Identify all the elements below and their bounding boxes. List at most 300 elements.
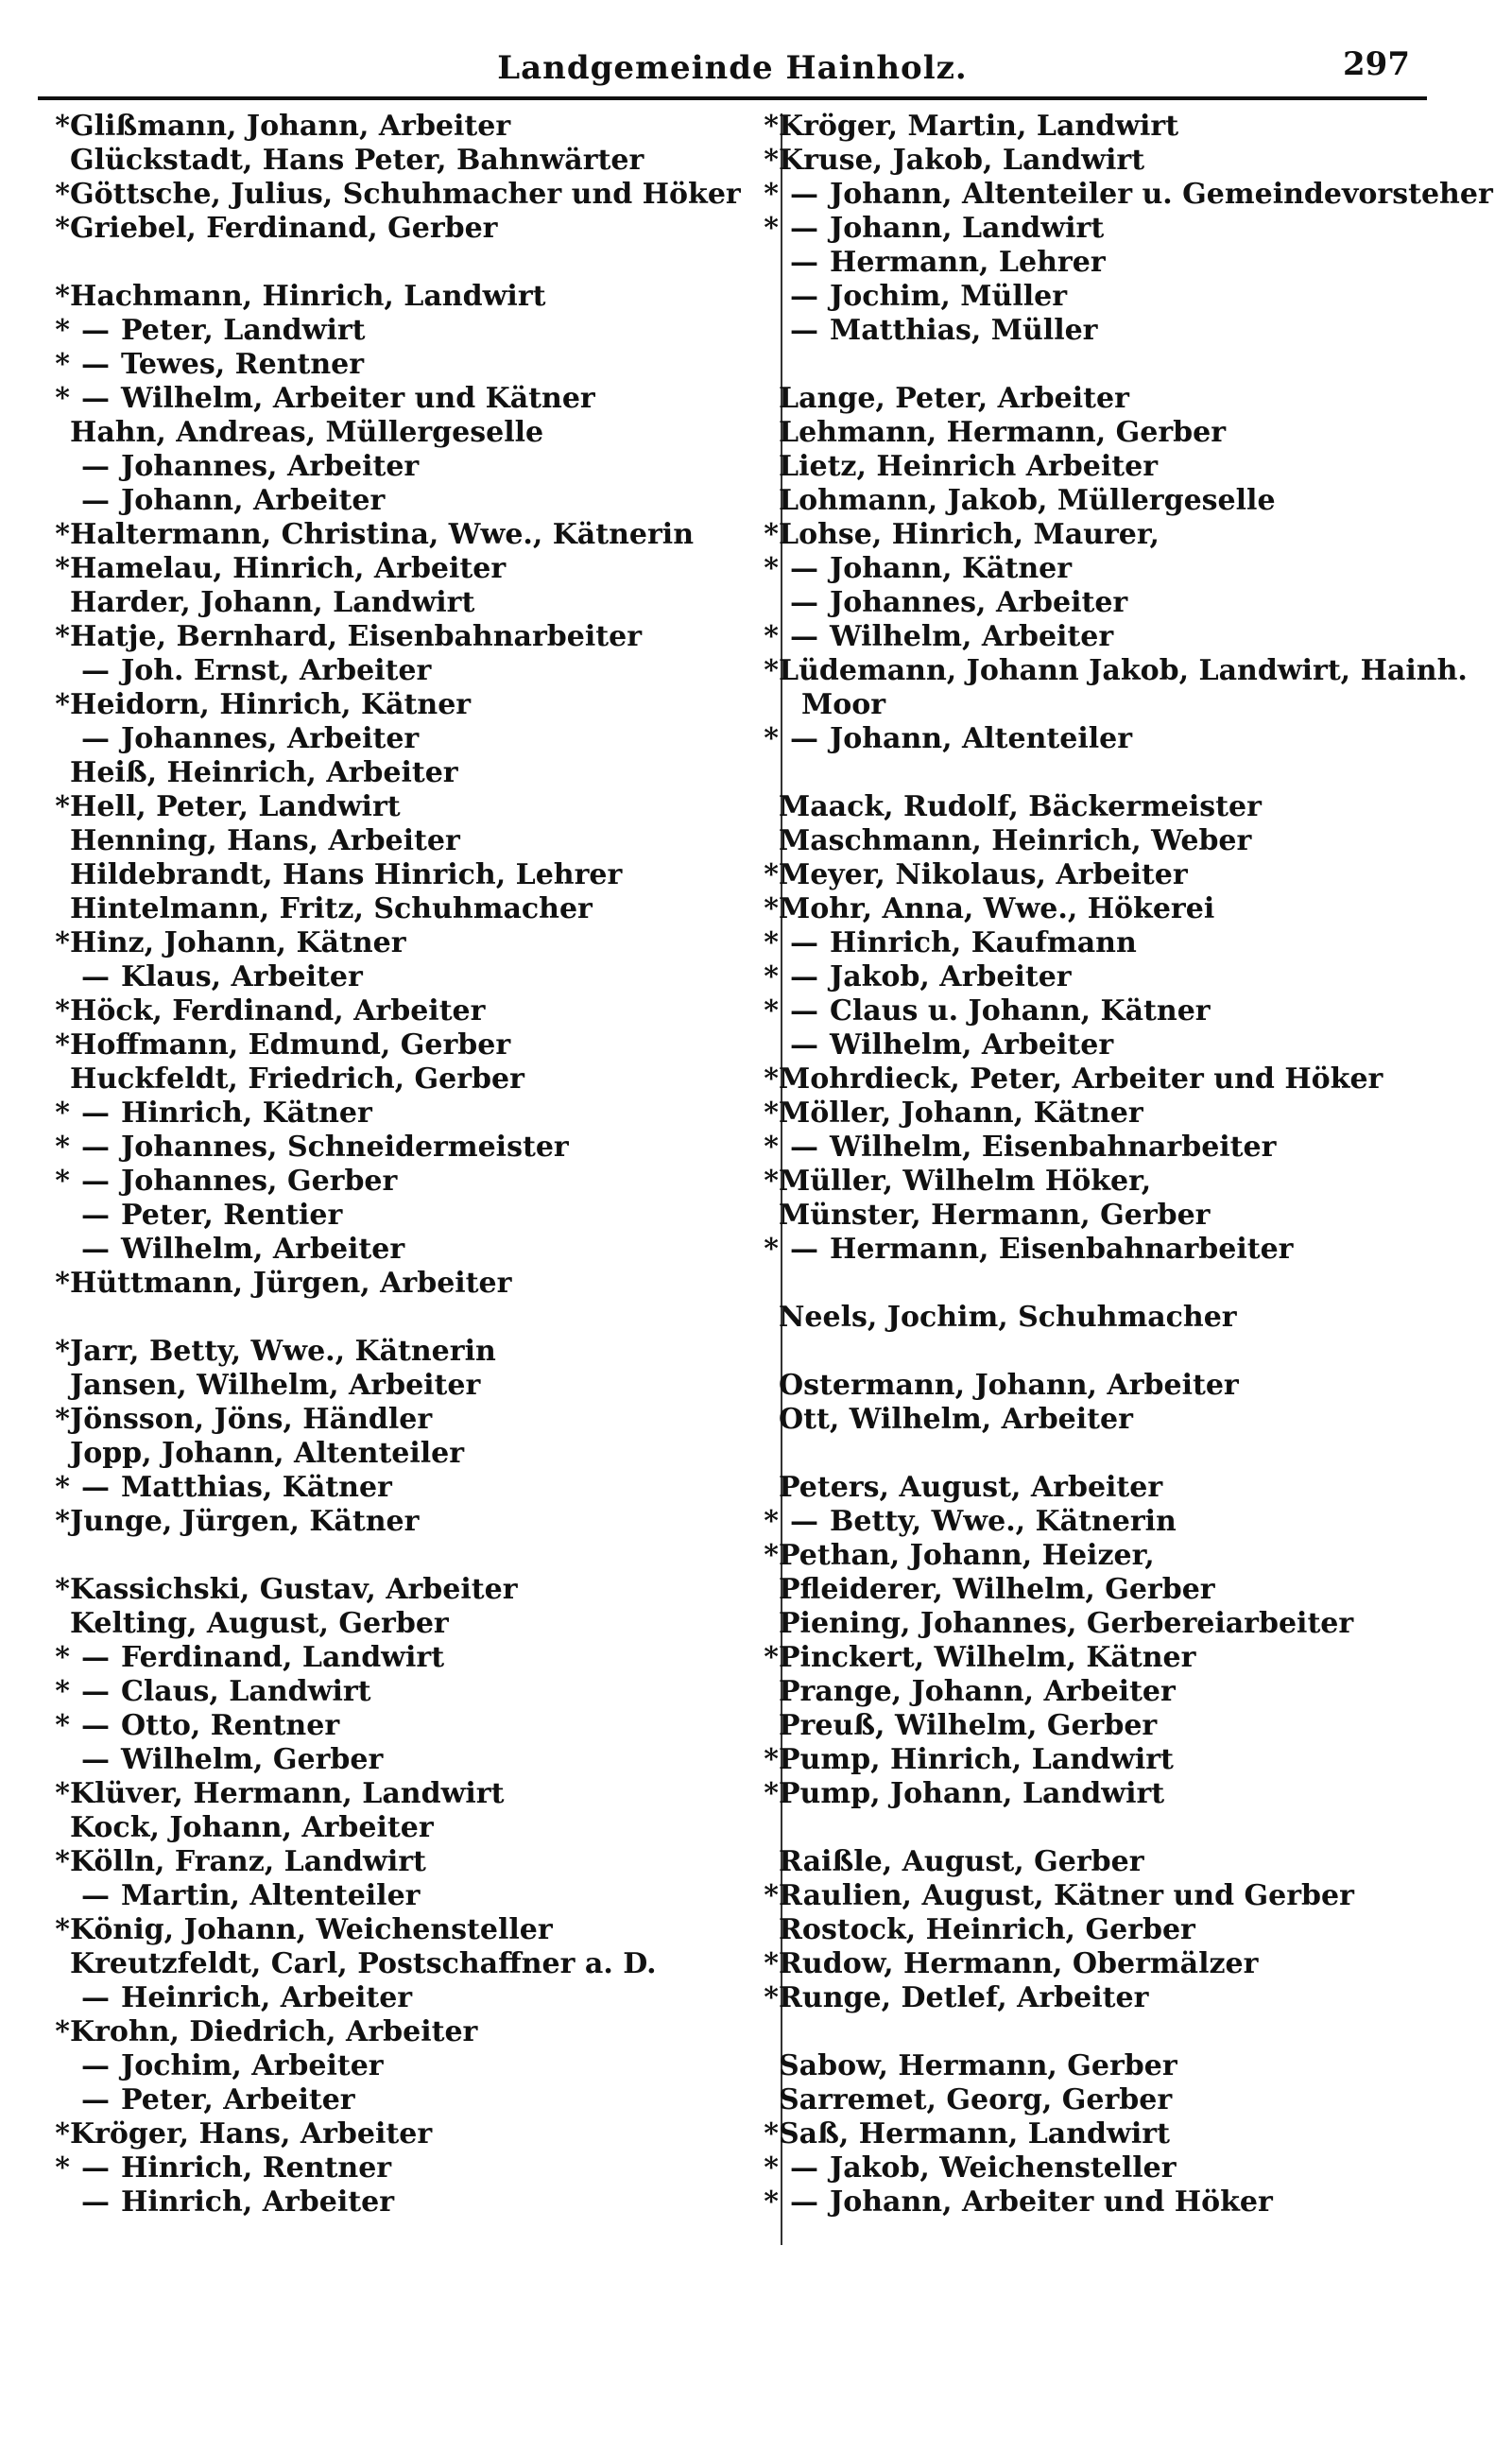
directory-entry	[45, 1811, 773, 1845]
entry-mark: *	[764, 994, 779, 1028]
directory-entry	[45, 1675, 773, 1709]
entry-text: Lohse, Hinrich, Maurer,	[779, 518, 1160, 551]
entry-text: Heiß, Heinrich, Arbeiter	[70, 756, 458, 789]
entry-mark: *	[764, 1131, 779, 1164]
entry-text: Hachmann, Hinrich, Landwirt	[70, 280, 546, 313]
directory-entry	[754, 2151, 1453, 2185]
entry-mark: *	[55, 1267, 70, 1300]
entry-mark: *	[764, 2185, 779, 2219]
entry-text: Johann, Altenteiler u. Gemeindevorsteher	[830, 178, 1493, 211]
directory-entry	[45, 1879, 773, 1913]
entry-mark: *	[764, 1981, 779, 2014]
entry-text: Heidorn, Hinrich, Kätner	[70, 688, 472, 721]
entry-mark: *	[55, 382, 70, 415]
directory-entry	[45, 892, 773, 926]
entry-mark: *	[764, 1777, 779, 1810]
entry-text: Joh. Ernst, Arbeiter	[121, 654, 432, 687]
directory-entry	[754, 1471, 1453, 1505]
entry-text: Jansen, Wilhelm, Arbeiter	[70, 1369, 481, 1402]
entry-mark: *	[764, 1743, 779, 1776]
entry-text: Lüdemann, Johann Jakob, Landwirt, Hainh.	[779, 654, 1468, 687]
directory-entry	[754, 1743, 1453, 1777]
directory-entry	[45, 2151, 773, 2185]
directory-entry	[754, 2185, 1453, 2220]
directory-entry	[45, 2117, 773, 2151]
directory-entry	[754, 1369, 1453, 1403]
entry-mark: *	[55, 1097, 70, 1130]
entry-text: Glißmann, Johann, Arbeiter	[70, 110, 511, 143]
entry-text: Lietz, Heinrich Arbeiter	[779, 450, 1159, 483]
entry-text: Claus, Landwirt	[121, 1675, 371, 1708]
entry-text: Höck, Ferdinand, Arbeiter	[70, 994, 486, 1028]
entry-mark: *	[764, 620, 779, 653]
entry-text: Jopp, Johann, Altenteiler	[70, 1437, 465, 1470]
directory-entry	[45, 688, 773, 722]
directory-entry	[754, 314, 1453, 348]
header-rule	[38, 96, 1427, 100]
entry-text: Ostermann, Johann, Arbeiter	[779, 1369, 1239, 1402]
directory-entry	[45, 1403, 773, 1437]
entry-dash: —	[790, 1233, 818, 1266]
entry-text: Pinckert, Wilhelm, Kätner	[779, 1641, 1196, 1674]
entry-mark: *	[764, 144, 779, 177]
entry-dash: —	[81, 348, 110, 381]
entry-text: Raulien, August, Kätner und Gerber	[779, 1879, 1354, 1912]
entry-dash: —	[790, 1131, 818, 1164]
entry-text: Hermann, Eisenbahnarbeiter	[830, 1233, 1294, 1266]
directory-entry	[45, 1233, 773, 1267]
entry-dash: —	[790, 2151, 818, 2185]
entry-text: Peter, Landwirt	[121, 314, 366, 347]
entry-text: Johannes, Arbeiter	[121, 722, 420, 755]
entry-dash: —	[81, 1879, 110, 1912]
entry-text: Hinrich, Kaufmann	[830, 926, 1137, 959]
directory-entry	[45, 416, 773, 450]
right-column	[754, 110, 1493, 2220]
entry-text: Raißle, August, Gerber	[779, 1845, 1144, 1878]
entry-mark: *	[55, 348, 70, 381]
section-gap	[754, 1267, 1453, 1301]
directory-entry	[45, 1199, 773, 1233]
directory-entry	[754, 144, 1453, 178]
directory-entry	[45, 1131, 773, 1165]
entry-text: Peter, Arbeiter	[121, 2083, 355, 2116]
entry-text: Hinrich, Kätner	[121, 1097, 372, 1130]
directory-entry	[754, 280, 1453, 314]
entry-mark: *	[55, 2015, 70, 2048]
entry-mark: *	[55, 1845, 70, 1878]
entry-text: Johannes, Gerber	[121, 1165, 398, 1198]
entry-dash: —	[81, 382, 110, 415]
entry-mark: *	[764, 2151, 779, 2185]
directory-entry	[45, 722, 773, 756]
directory-entry	[754, 1233, 1453, 1267]
entry-text: Peters, August, Arbeiter	[779, 1471, 1163, 1504]
directory-entry	[45, 1028, 773, 1062]
directory-entry	[754, 1165, 1453, 1199]
entry-text: Johann, Arbeiter	[121, 484, 386, 517]
entry-text: Neels, Jochim, Schuhmacher	[779, 1301, 1237, 1334]
entry-text: Sarremet, Georg, Gerber	[779, 2083, 1173, 2116]
directory-entry	[45, 1097, 773, 1131]
entry-dash: —	[790, 212, 818, 245]
entry-text: Kröger, Martin, Landwirt	[779, 110, 1179, 143]
entry-text: Pethan, Johann, Heizer,	[779, 1539, 1155, 1572]
directory-entry	[754, 1301, 1453, 1335]
entry-mark: *	[55, 1573, 70, 1606]
entry-text: Wilhelm, Arbeiter	[830, 620, 1114, 653]
entry-text: Jakob, Arbeiter	[830, 960, 1072, 993]
directory-entry	[45, 994, 773, 1028]
directory-entry	[754, 1505, 1453, 1539]
entry-mark: *	[764, 654, 779, 687]
section-gap	[45, 1301, 773, 1335]
directory-entry	[754, 654, 1468, 688]
entry-dash: —	[790, 620, 818, 653]
entry-text: Hermann, Lehrer	[830, 246, 1106, 279]
entry-text: Pump, Johann, Landwirt	[779, 1777, 1165, 1810]
directory-entry	[45, 518, 773, 552]
entry-text: Huckfeldt, Friedrich, Gerber	[70, 1062, 524, 1096]
entry-text: Griebel, Ferdinand, Gerber	[70, 212, 498, 245]
directory-entry	[754, 2083, 1453, 2117]
directory-entry	[45, 144, 773, 178]
directory-entry	[754, 1675, 1453, 1709]
entry-mark: *	[55, 110, 70, 143]
entry-text: Hinz, Johann, Kätner	[70, 926, 406, 959]
directory-entry	[45, 756, 773, 790]
entry-text: Kassichski, Gustav, Arbeiter	[70, 1573, 518, 1606]
entry-mark: *	[55, 178, 70, 211]
entry-text: Maack, Rudolf, Bäckermeister	[779, 790, 1262, 823]
entry-text: Glückstadt, Hans Peter, Bahnwärter	[70, 144, 644, 177]
entry-text: Peter, Rentier	[121, 1199, 343, 1232]
entry-mark: *	[764, 178, 779, 211]
directory-entry	[754, 2117, 1453, 2151]
entry-text: Göttsche, Julius, Schuhmacher und Höker	[70, 178, 741, 211]
entry-mark: *	[55, 280, 70, 313]
entry-text: Ott, Wilhelm, Arbeiter	[779, 1403, 1133, 1436]
entry-mark: *	[55, 1709, 70, 1742]
entry-text: Hildebrandt, Hans Hinrich, Lehrer	[70, 858, 623, 891]
entry-mark: *	[764, 212, 779, 245]
directory-entry	[754, 382, 1453, 416]
entry-mark: *	[764, 518, 779, 551]
directory-entry	[754, 1403, 1453, 1437]
directory-entry	[45, 790, 773, 824]
directory-entry	[45, 1437, 773, 1471]
entry-text: Hinrich, Arbeiter	[121, 2185, 395, 2219]
entry-text: Müller, Wilhelm Höker,	[779, 1165, 1152, 1198]
entry-mark: *	[764, 858, 779, 891]
directory-entry	[754, 518, 1453, 552]
entry-text: Mohrdieck, Peter, Arbeiter und Höker	[779, 1062, 1383, 1096]
directory-entry	[45, 280, 773, 314]
entry-text: Matthias, Müller	[830, 314, 1098, 347]
entry-dash: —	[790, 1028, 818, 1062]
entry-text: Piening, Johannes, Gerbereiarbeiter	[779, 1607, 1354, 1640]
directory-entry	[45, 1165, 773, 1199]
section-gap	[754, 348, 1453, 382]
entry-text: Jarr, Betty, Wwe., Kätnerin	[70, 1335, 496, 1368]
directory-entry	[754, 2049, 1453, 2083]
entry-mark: *	[764, 110, 779, 143]
entry-text: Wilhelm, Arbeiter	[121, 1233, 405, 1266]
entry-mark: *	[764, 1097, 779, 1130]
entry-text: Johannes, Arbeiter	[830, 586, 1128, 619]
directory-entry	[45, 2049, 773, 2083]
entry-text: Betty, Wwe., Kätnerin	[830, 1505, 1177, 1538]
entry-dash: —	[81, 1743, 110, 1776]
entry-dash: —	[81, 1131, 110, 1164]
entry-text: Münster, Hermann, Gerber	[779, 1199, 1211, 1232]
entry-dash: —	[81, 484, 110, 517]
entry-mark: *	[55, 2151, 70, 2185]
entry-mark: *	[764, 1641, 779, 1674]
entry-text: Kruse, Jakob, Landwirt	[779, 144, 1145, 177]
entry-mark: *	[764, 1165, 779, 1198]
entry-dash: —	[81, 1233, 110, 1266]
entry-mark: *	[764, 960, 779, 993]
directory-entry	[754, 1709, 1453, 1743]
entry-text: Henning, Hans, Arbeiter	[70, 824, 460, 857]
entry-dash: —	[81, 722, 110, 755]
entry-text: Sabow, Hermann, Gerber	[779, 2049, 1177, 2082]
directory-entry	[45, 1641, 773, 1675]
directory-entry	[754, 994, 1453, 1028]
entry-text: Jönsson, Jöns, Händler	[70, 1403, 433, 1436]
entry-text: Kröger, Hans, Arbeiter	[70, 2117, 433, 2151]
directory-entry	[754, 246, 1453, 280]
entry-text: Lehmann, Hermann, Gerber	[779, 416, 1226, 449]
entry-dash: —	[81, 1165, 110, 1198]
directory-entry	[754, 1131, 1453, 1165]
directory-entry	[45, 1369, 773, 1403]
directory-entry	[754, 110, 1453, 144]
entry-mark: *	[55, 2117, 70, 2151]
entry-text: Krohn, Diedrich, Arbeiter	[70, 2015, 478, 2048]
directory-entry	[45, 1981, 773, 2015]
entry-mark: *	[55, 790, 70, 823]
directory-entry	[45, 2015, 773, 2049]
entry-text: Hahn, Andreas, Müllergeselle	[70, 416, 544, 449]
directory-entry	[45, 926, 773, 960]
section-gap	[754, 2015, 1453, 2049]
entry-text: Kelting, August, Gerber	[70, 1607, 449, 1640]
section-gap	[754, 1811, 1453, 1845]
entry-text: Mohr, Anna, Wwe., Hökerei	[779, 892, 1215, 925]
directory-entry	[45, 1335, 773, 1369]
entry-mark: *	[764, 1062, 779, 1096]
left-column	[45, 110, 773, 2220]
entry-mark: *	[764, 552, 779, 585]
entry-text: Meyer, Nikolaus, Arbeiter	[779, 858, 1188, 891]
entry-text: Wilhelm, Arbeiter und Kätner	[121, 382, 595, 415]
entry-mark: *	[55, 1471, 70, 1504]
entry-dash: —	[790, 960, 818, 993]
entry-mark: *	[55, 926, 70, 959]
entry-mark: *	[764, 1539, 779, 1572]
directory-entry	[754, 586, 1453, 620]
directory-entry	[45, 1777, 773, 1811]
directory-entry	[754, 858, 1453, 892]
directory-entry	[45, 1573, 773, 1607]
section-gap	[45, 246, 773, 280]
entry-dash: —	[790, 314, 818, 347]
directory-entry	[45, 1062, 773, 1097]
entry-text: Johannes, Arbeiter	[121, 450, 420, 483]
entry-mark: *	[55, 1913, 70, 1946]
entry-dash: —	[81, 1471, 110, 1504]
directory-entry	[754, 960, 1453, 994]
entry-text: Matthias, Kätner	[121, 1471, 392, 1504]
entry-dash: —	[790, 926, 818, 959]
entry-mark: *	[55, 518, 70, 551]
entry-dash: —	[790, 246, 818, 279]
entry-mark: *	[55, 994, 70, 1028]
entry-text: Martin, Altenteiler	[121, 1879, 421, 1912]
entry-text: Hell, Peter, Landwirt	[70, 790, 401, 823]
directory-entry	[45, 824, 773, 858]
entry-text: Maschmann, Heinrich, Weber	[779, 824, 1252, 857]
entry-text: Johann, Arbeiter und Höker	[830, 2185, 1273, 2219]
directory-entry	[45, 382, 773, 416]
directory-entry	[754, 1777, 1453, 1811]
directory-entry	[754, 1845, 1453, 1879]
entry-text: Jakob, Weichensteller	[830, 2151, 1177, 2185]
entry-text: Preuß, Wilhelm, Gerber	[779, 1709, 1158, 1742]
entry-text: Heinrich, Arbeiter	[121, 1981, 413, 2014]
directory-entry	[754, 926, 1453, 960]
entry-dash: —	[81, 1097, 110, 1130]
entry-text: Runge, Detlef, Arbeiter	[779, 1981, 1149, 2014]
entry-text: Rostock, Heinrich, Gerber	[779, 1913, 1195, 1946]
entry-text: Hamelau, Hinrich, Arbeiter	[70, 552, 507, 585]
entry-text: Lange, Peter, Arbeiter	[779, 382, 1129, 415]
entry-dash: —	[790, 2185, 818, 2219]
directory-entry	[45, 450, 773, 484]
directory-entry	[754, 824, 1453, 858]
entry-mark: *	[764, 926, 779, 959]
directory-entry	[754, 1062, 1453, 1097]
directory-entry	[45, 212, 773, 246]
directory-entry	[754, 416, 1453, 450]
entry-text: Johann, Altenteiler	[830, 722, 1133, 755]
entry-dash: —	[81, 2049, 110, 2082]
entry-text: Wilhelm, Gerber	[121, 1743, 384, 1776]
entry-dash: —	[81, 1709, 110, 1742]
entry-text: Klaus, Arbeiter	[121, 960, 363, 993]
entry-dash: —	[81, 450, 110, 483]
directory-entry	[754, 1947, 1453, 1981]
entry-text: Möller, Johann, Kätner	[779, 1097, 1143, 1130]
entry-text: Hintelmann, Fritz, Schuhmacher	[70, 892, 593, 925]
entry-text: Ferdinand, Landwirt	[121, 1641, 445, 1674]
entry-mark: *	[55, 1675, 70, 1708]
entry-dash: —	[790, 994, 818, 1028]
entry-dash: —	[81, 314, 110, 347]
entry-dash: —	[790, 178, 818, 211]
entry-text: Kock, Johann, Arbeiter	[70, 1811, 434, 1844]
directory-entry	[45, 2083, 773, 2117]
entry-mark: *	[55, 1641, 70, 1674]
entry-text: Jochim, Arbeiter	[121, 2049, 384, 2082]
directory-entry	[754, 1097, 1453, 1131]
entry-dash: —	[790, 586, 818, 619]
directory-entry	[45, 484, 773, 518]
directory-entry	[754, 1573, 1453, 1607]
entry-text: Hüttmann, Jürgen, Arbeiter	[70, 1267, 512, 1300]
entry-text: Harder, Johann, Landwirt	[70, 586, 475, 619]
directory-entry	[754, 1607, 1453, 1641]
directory-entry	[754, 212, 1453, 246]
directory-entry	[754, 1981, 1453, 2015]
entry-dash: —	[81, 2185, 110, 2219]
entry-text: Klüver, Hermann, Landwirt	[70, 1777, 505, 1810]
directory-entry	[45, 178, 773, 212]
entry-dash: —	[81, 1641, 110, 1674]
directory-entry	[754, 1641, 1453, 1675]
entry-dash: —	[81, 1981, 110, 2014]
directory-entry	[45, 1913, 773, 1947]
entry-text: Johann, Kätner	[830, 552, 1073, 585]
directory-entry	[754, 790, 1453, 824]
entry-text: Kölln, Franz, Landwirt	[70, 1845, 426, 1878]
entry-mark: *	[55, 688, 70, 721]
directory-entry	[45, 1743, 773, 1777]
entry-mark: *	[55, 1403, 70, 1436]
entry-dash: —	[790, 552, 818, 585]
entry-text: Claus u. Johann, Kätner	[830, 994, 1211, 1028]
header-title: Landgemeinde Hainholz.	[497, 49, 968, 87]
entry-text: Rudow, Hermann, Obermälzer	[779, 1947, 1259, 1980]
page-header	[38, 36, 1427, 95]
entry-mark: *	[764, 1879, 779, 1912]
entry-text: Wilhelm, Arbeiter	[830, 1028, 1114, 1062]
directory-entry	[45, 314, 773, 348]
section-gap	[754, 756, 1453, 790]
entry-mark: *	[764, 892, 779, 925]
directory-entry	[45, 1505, 773, 1539]
directory-entry	[45, 654, 773, 688]
entry-text: Haltermann, Christina, Wwe., Kätnerin	[70, 518, 695, 551]
entry-text: Hinrich, Rentner	[121, 2151, 392, 2185]
directory-entry	[45, 858, 773, 892]
entry-mark: *	[764, 1505, 779, 1538]
entry-mark: *	[764, 722, 779, 755]
entry-mark: *	[764, 1947, 779, 1980]
entry-mark: *	[55, 1165, 70, 1198]
directory-entry	[45, 1267, 773, 1301]
directory-entry	[45, 552, 773, 586]
directory-entry	[45, 1709, 773, 1743]
entry-text: Junge, Jürgen, Kätner	[70, 1505, 420, 1538]
directory-entry	[754, 552, 1453, 586]
directory-entry	[45, 1471, 773, 1505]
entry-text: Pump, Hinrich, Landwirt	[779, 1743, 1174, 1776]
entry-text: Jochim, Müller	[830, 280, 1068, 313]
section-gap	[754, 1437, 1453, 1471]
directory-entry	[754, 1539, 1453, 1573]
section-gap	[754, 1335, 1453, 1369]
entry-text: Hatje, Bernhard, Eisenbahnarbeiter	[70, 620, 642, 653]
entry-dash: —	[81, 1199, 110, 1232]
directory-entry	[754, 1199, 1453, 1233]
entry-mark: *	[55, 620, 70, 653]
directory-entry	[45, 620, 773, 654]
directory-entry	[754, 688, 1453, 722]
directory-entry	[754, 178, 1493, 212]
